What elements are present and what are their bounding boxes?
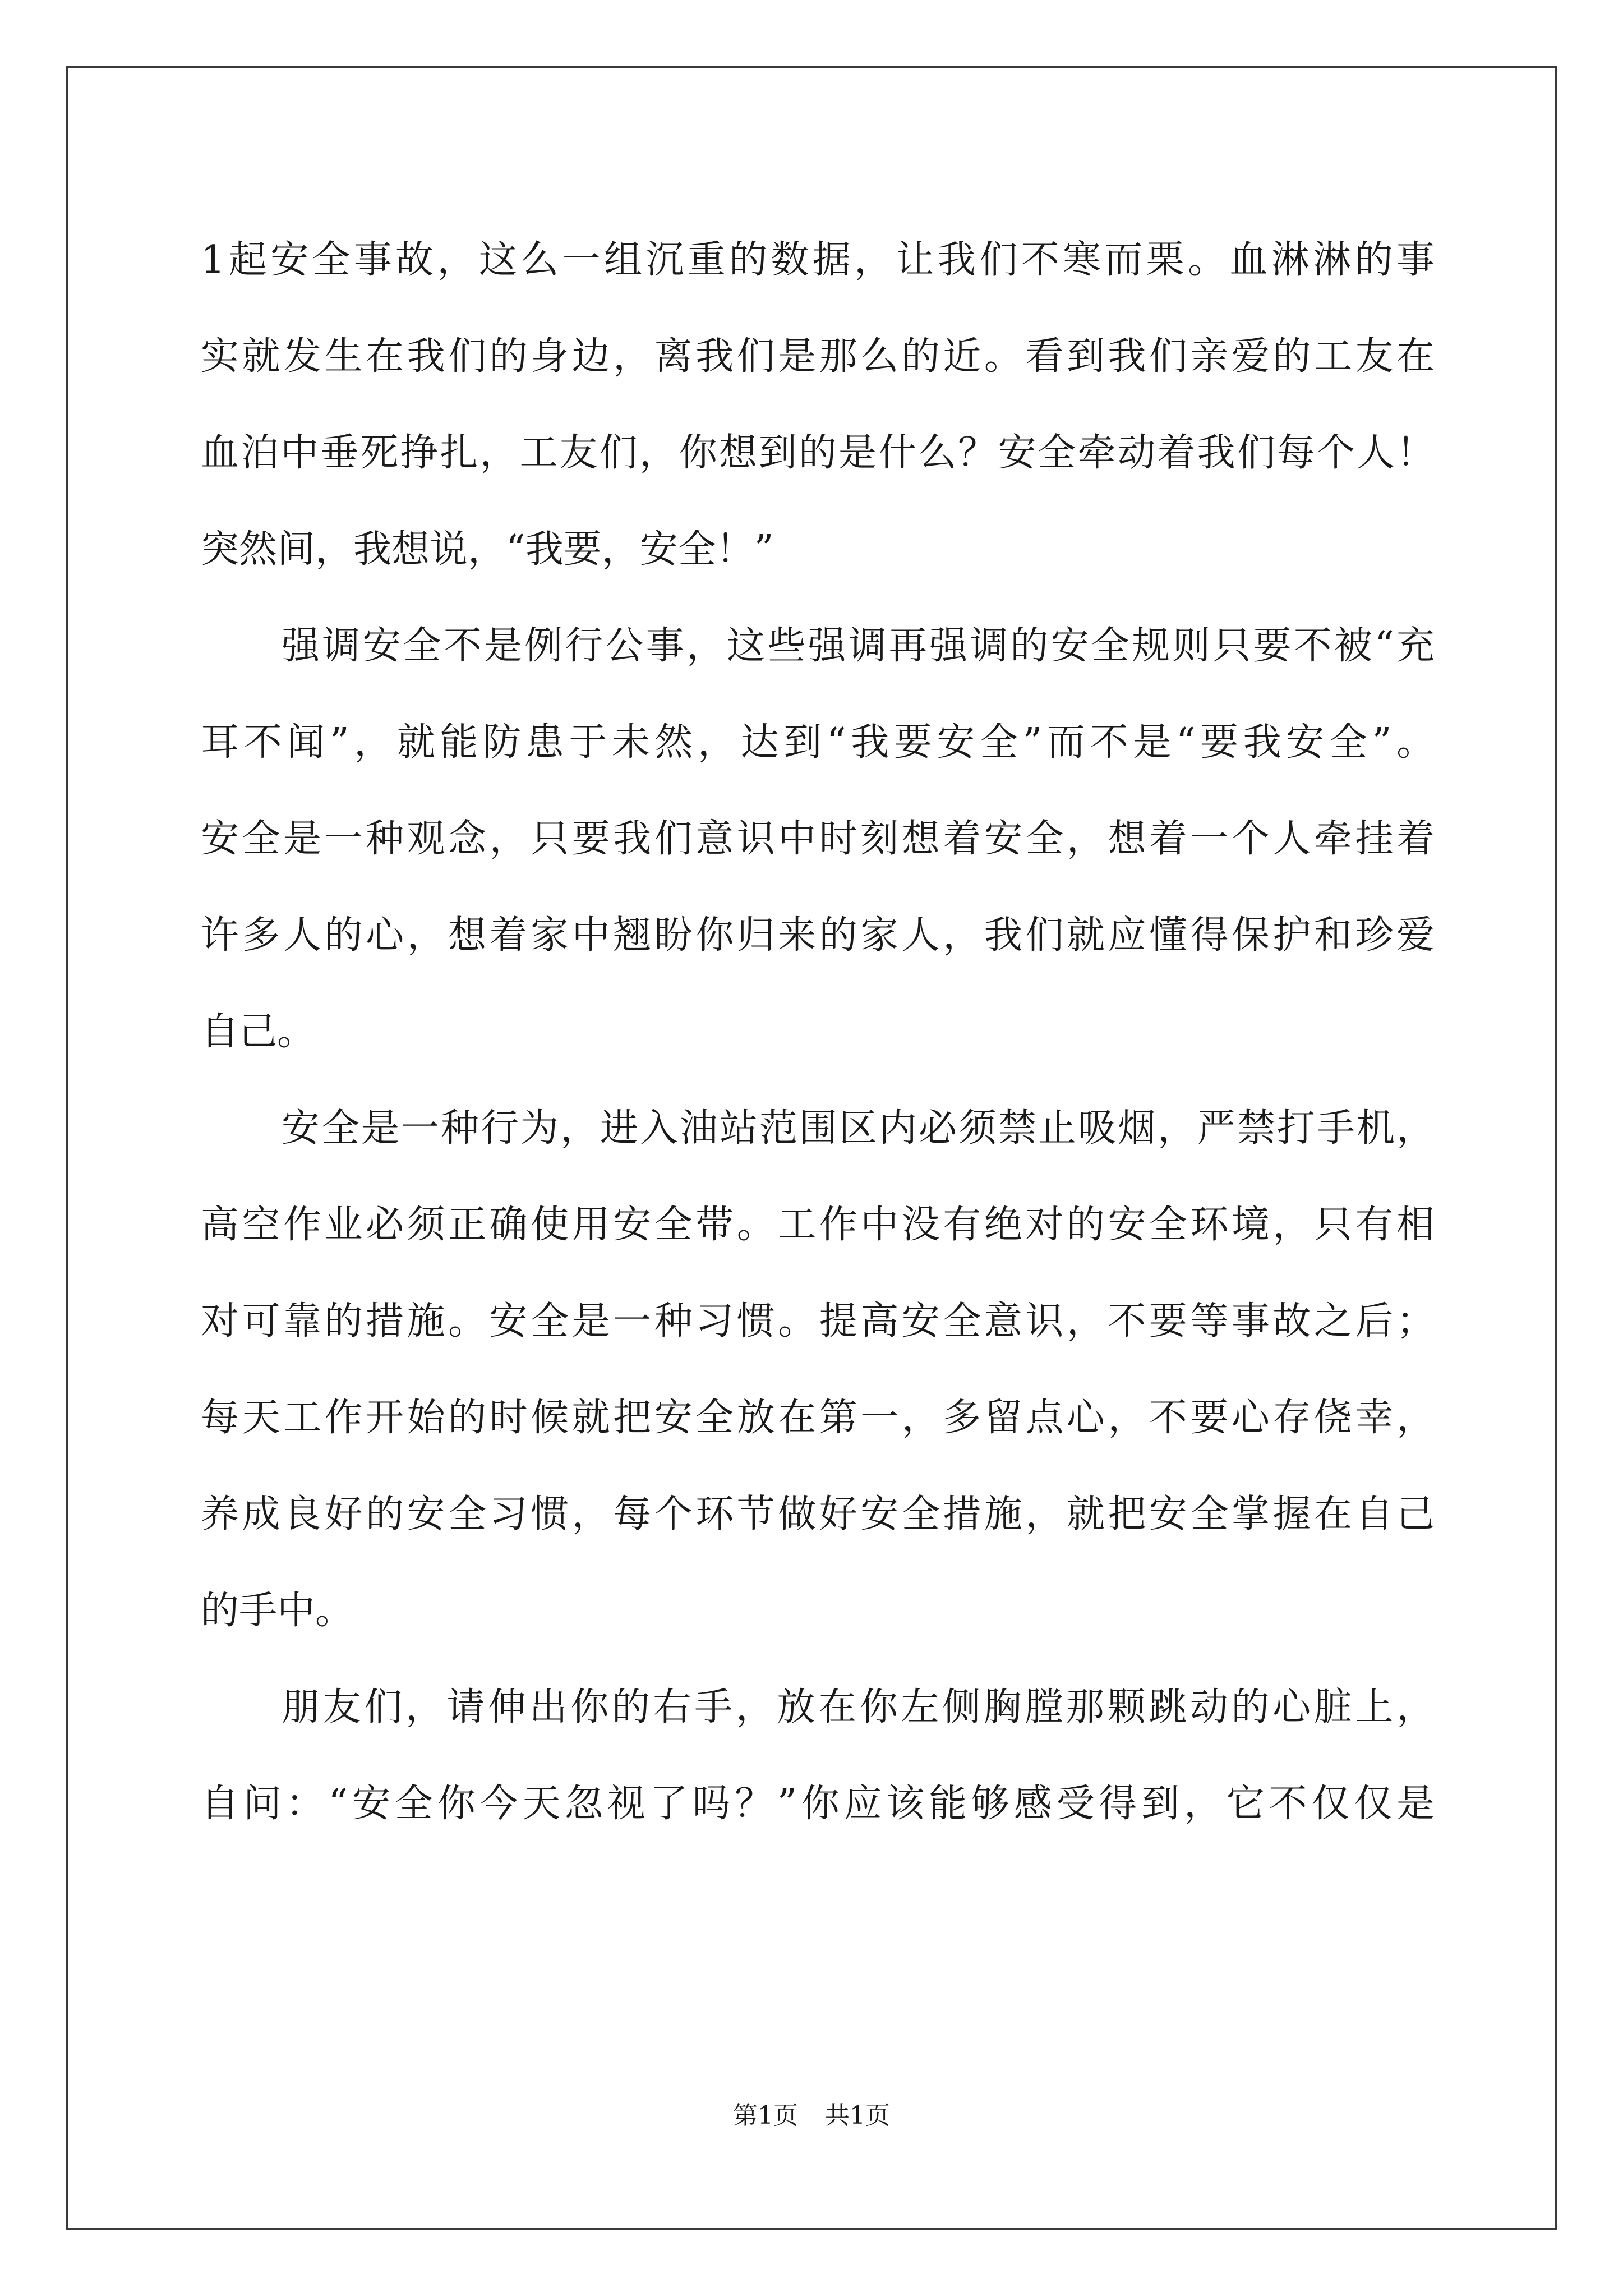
text-line: 每天工作开始的时候就把安全放在第一，多留点心，不要心存侥幸， [201, 1396, 1435, 1440]
text-line: 安全是一种观念，只要我们意识中时刻想着安全，想着一个人牵挂着 [201, 817, 1435, 861]
text-line: 安全是一种行为，进入油站范围区内必须禁止吸烟，严禁打手机， [282, 1106, 1435, 1151]
text-line: 自己。 [201, 1010, 316, 1054]
text-line: 对可靠的措施。安全是一种习惯。提高安全意识，不要等事故之后； [201, 1299, 1435, 1343]
page-number-total: 共1页 [825, 2101, 890, 2130]
text-line: 突然间，我想说，“我要，安全！” [201, 527, 774, 572]
text-line: 1起安全事故，这么一组沉重的数据，让我们不寒而栗。血淋淋的事 [201, 238, 1435, 282]
text-line: 耳不闻”，就能防患于未然，达到“我要安全”而不是“要我安全”。 [201, 720, 1435, 765]
text-line: 许多人的心，想着家中翘盼你归来的家人，我们就应懂得保护和珍爱 [201, 913, 1435, 958]
text-line: 养成良好的安全习惯，每个环节做好安全措施，就把安全掌握在自己 [201, 1492, 1435, 1536]
document-body [201, 212, 1435, 1852]
text-line: 实就发生在我们的身边，离我们是那么的近。看到我们亲爱的工友在 [201, 334, 1435, 379]
text-line: 强调安全不是例行公事，这些强调再强调的安全规则只要不被“充 [282, 624, 1435, 668]
text-line: 的手中。 [201, 1589, 354, 1633]
text-line: 自问：“安全你今天忽视了吗？”你应该能够感受得到，它不仅仅是 [201, 1782, 1435, 1826]
text-line: 朋友们，请伸出你的右手，放在你左侧胸膛那颗跳动的心脏上， [282, 1685, 1435, 1729]
text-line: 血泊中垂死挣扎，工友们，你想到的是什么？安全牵动着我们每个人！ [201, 431, 1435, 475]
page-footer [0, 2095, 1623, 2131]
page-number-current: 第1页 [733, 2101, 798, 2130]
text-line: 高空作业必须正确使用安全带。工作中没有绝对的安全环境，只有相 [201, 1203, 1435, 1247]
